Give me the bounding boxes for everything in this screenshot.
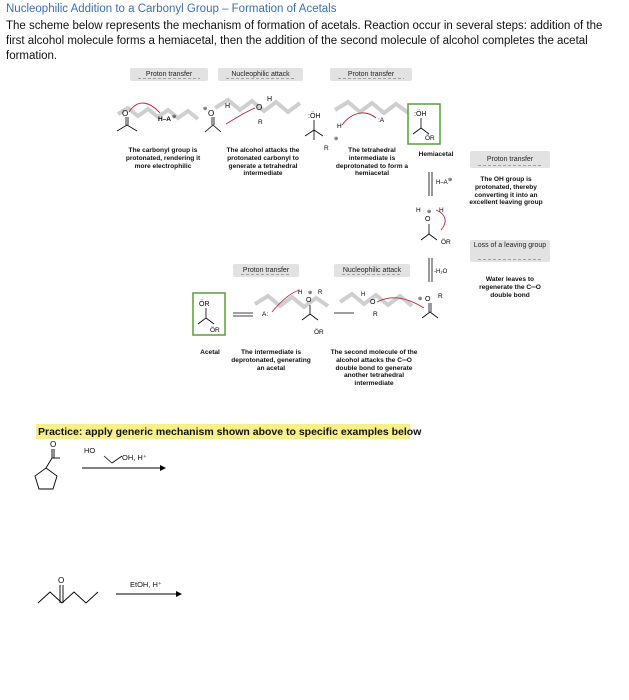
ethylene-glycol [104, 456, 122, 463]
banner-nucleophilic-attack-1: Nucleophilic attack [218, 68, 303, 81]
inter-o: O [306, 297, 312, 304]
oxocarb-o: O [425, 296, 431, 303]
right-plus-1: ⊕ [448, 177, 453, 183]
reagent-2: EtOH, H⁺ [130, 580, 162, 589]
hemi-or: ÖR [425, 135, 435, 142]
tetra-bonds [305, 120, 323, 140]
banner-right-proton-transfer: Proton transfer [470, 151, 550, 168]
banner-proton-transfer-3: Proton transfer [233, 264, 299, 277]
inter-h: H [298, 290, 303, 296]
protonated-h: H [225, 103, 231, 110]
caption-water-leaves: Water leaves to regenerate the C═O double bond [479, 276, 541, 299]
caption-carbonyl: The carbonyl group is protonated, rendering it more electrophilic [125, 147, 201, 170]
banner-nucleophilic-attack-2: Nucleophilic attack [334, 264, 410, 277]
practice-heading: Practice: apply generic mechanism shown above to specific examples below [38, 426, 422, 438]
alcohol-oxygen: O [256, 103, 263, 112]
inter-or: ÖR [314, 329, 324, 336]
acid-ha: H–A [158, 116, 172, 123]
reagent-1-tail: OH, H⁺ [122, 453, 147, 462]
protonated-carbonyl [205, 117, 221, 132]
alcohol-h: H [267, 96, 273, 103]
hemi-oh: :ÖH [414, 111, 427, 118]
caption-oh-group: The OH group is protonated, thereby converting it into an excellent leaving group [469, 176, 543, 207]
protonated-oh-h2: H [439, 207, 444, 214]
caption-deprotonated: The tetrahedral intermediate is deprotonated to form a hemiacetal [335, 147, 409, 178]
oxocarb-bonds [422, 303, 438, 318]
right-tetra-bonds [421, 224, 437, 240]
protonated-oxygen: O [208, 109, 215, 118]
base-a: :A [378, 117, 385, 124]
acetal-or-bottom: ÖR [210, 327, 220, 334]
caption-intermediate: The intermediate is deprotonated, generating an acetal [231, 349, 311, 372]
banner-proton-transfer-2: Proton transfer [330, 68, 412, 81]
reagent-1-ho: HO [84, 446, 96, 455]
tetra-h: H [337, 123, 342, 130]
right-water: -H₂O [434, 269, 448, 275]
cyclopentyl-ketone [35, 449, 60, 489]
acid-plus: ⊕ [172, 114, 177, 120]
carbonyl-molecule [117, 117, 137, 131]
oxocarb-r: R [438, 293, 443, 300]
guide-zigzag-5 [340, 294, 412, 306]
ketone-oxygen: O [50, 440, 57, 449]
tetra-plus: ⊕ [334, 136, 339, 142]
reaction-arrowhead-1 [160, 465, 166, 471]
protonated-oh-h: H [416, 207, 421, 214]
banner-proton-transfer-1: Proton transfer [130, 68, 208, 81]
alcohol2-h: H [361, 292, 366, 298]
page-title: Nucleophilic Addition to a Carbonyl Group – Formation of Acetals [6, 3, 337, 15]
right-ha: H–A [436, 180, 448, 186]
arrow-red-3 [342, 113, 376, 125]
label-hemiacetal: Hemiacetal [418, 151, 454, 158]
protonated-oh-o: O [425, 216, 431, 223]
guide-zigzag-4 [255, 296, 328, 307]
caption-second-alcohol: The second molecule of the alcohol attacks the C═O double bond to generate another tetrahedral intermediate [330, 349, 418, 388]
isobutyl-ketone [38, 585, 98, 603]
acetal-or-top: ÖR [199, 301, 210, 308]
base-a2: A: [262, 311, 269, 318]
alcohol2-o: O [370, 299, 376, 306]
reaction-arrowhead-2 [176, 591, 182, 597]
alcohol2-r: R [373, 311, 378, 318]
tetra-oh: :ÖH [308, 113, 321, 120]
protonated-oh-plus: ⊕ [427, 209, 432, 215]
inter-plus: ⊕ [308, 290, 313, 296]
ketone2-oxygen: O [58, 576, 65, 585]
banner-leaving-group: Loss of a leaving group [470, 240, 550, 262]
oxocarb-plus: ⊕ [418, 296, 423, 302]
label-acetal: Acetal [200, 349, 220, 356]
carbonyl-oxygen: O [122, 109, 129, 118]
caption-alcohol-attack: The alcohol attacks the protonated carbonyl to generate a tetrahedral intermediate [226, 147, 300, 178]
guide-zigzag-3 [335, 102, 410, 114]
acetal-box [193, 293, 225, 335]
alcohol-r: R [258, 119, 263, 126]
arrow-red-4 [436, 210, 445, 230]
intro-paragraph: The scheme below represents the mechanism of formation of acetals. Reaction occur in several steps: addition of the first alcohol molecule forms a hemiacetal, then the addition of the second molecule of alcohol completes the acetal formation. [6, 20, 603, 62]
protonated-plus: ⊕ [203, 106, 208, 112]
hemiacetal-box [408, 104, 440, 144]
right-or: ÖR [441, 239, 451, 246]
tetra-r: R [324, 145, 329, 152]
inter-r: R [318, 290, 323, 296]
